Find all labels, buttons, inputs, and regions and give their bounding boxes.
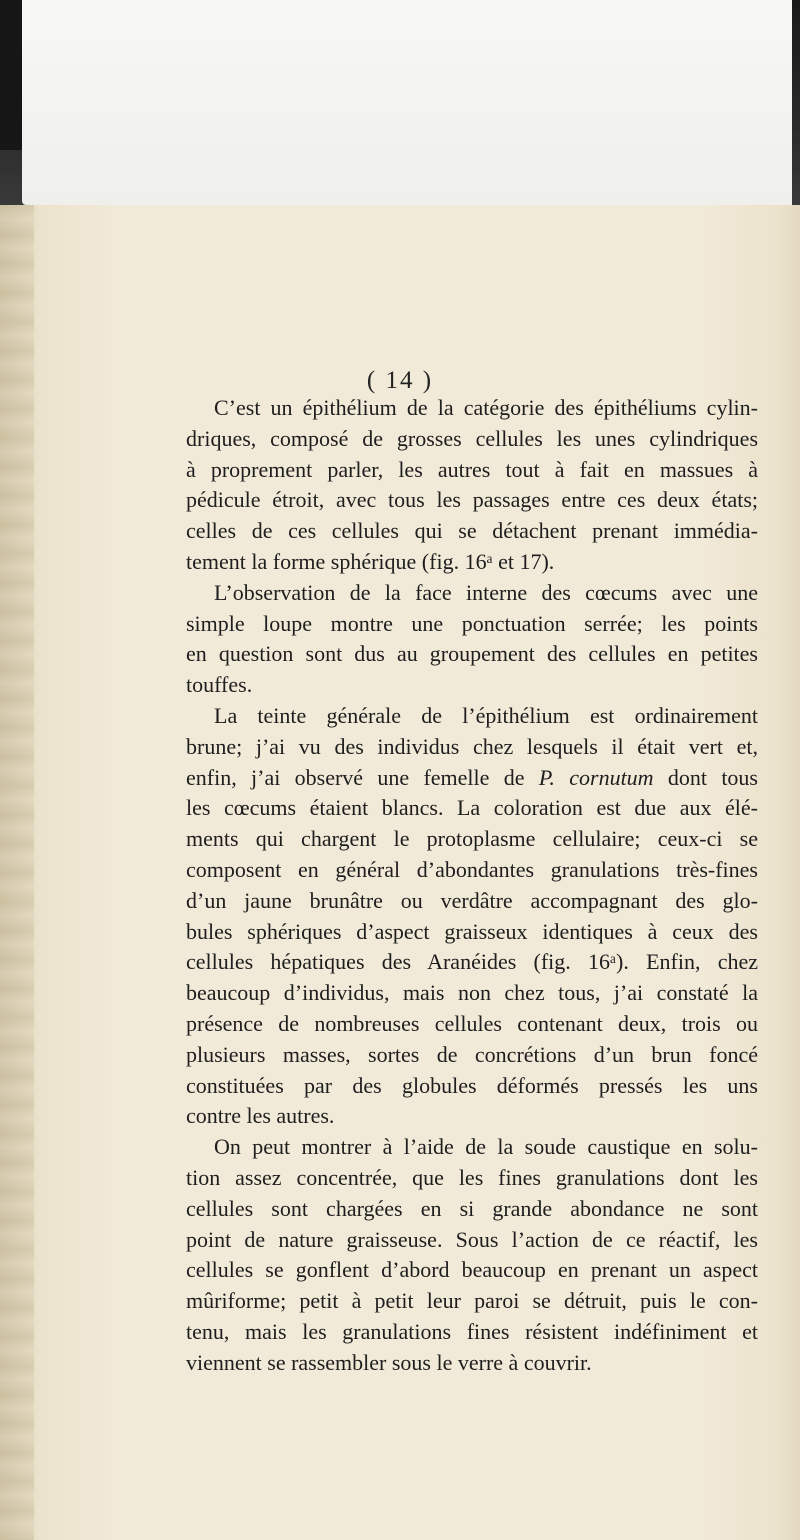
text-line: tenu, mais les granulations fines résistent indéfiniment et [186,1318,758,1344]
text-line: à proprement parler, les autres tout à fait en massues à [186,456,758,482]
text-line: C’est un épithélium de la catégorie des épithéliums cylin- [214,395,758,420]
text-line: ments qui chargent le protoplasme cellulaire; ceux-ci se [186,826,758,852]
text-line: brune; j’ai vu des individus chez lesquels il était vert et, [186,733,758,759]
text-line: viennent se rassembler sous le verre à couvrir. [186,1349,592,1375]
text-line: On peut montrer à l’aide de la soude caustique en solu- [214,1134,758,1160]
text-line: en question sont dus au groupement des cellules en petites [186,641,758,667]
species-name: P. cornutum [538,764,654,790]
text-line: point de nature graisseuse. Sous l’action de ce réactif, les [186,1226,758,1252]
text-line: tion assez concentrée, que les fines granulations dont les [186,1164,758,1190]
text-line: tement la forme sphérique (fig. 16ᵃ et 17). [186,548,555,574]
text-line: les cœcums étaient blancs. La coloration est due aux élé- [186,795,758,821]
text-line: enfin, j’ai observé une femelle de P. cornutum dont tous [186,764,758,790]
page-edge-stain [0,205,34,1540]
text-line: driques, composé de grosses cellules les unes cylindriques [186,425,758,451]
text-line: contre les autres. [186,1103,335,1129]
text-line: L’observation de la face interne des cœcums avec une [214,579,758,605]
text-line: La teinte générale de l’épithélium est ordinairement [214,702,758,728]
text-line: bules sphériques d’aspect graisseux identiques à ceux des [186,918,758,944]
text-line: pédicule étroit, avec tous les passages entre ces deux états; [186,487,758,513]
text-line: présence de nombreuses cellules contenant deux, trois ou [186,1010,758,1036]
text-line: touffes. [186,672,253,698]
text-line: cellules sont chargées en si grande abondance ne sont [186,1195,758,1221]
text-line: celles de ces cellules qui se détachent prenant immédia- [186,518,758,544]
text-line: composent en général d’abondantes granulations très-fines [186,856,758,882]
text-line: constituées par des globules déformés pressés les uns [186,1072,758,1098]
text-line: beaucoup d’individus, mais non chez tous, j’ai constaté la [186,980,758,1006]
paragraph-3 [186,701,758,1132]
text-line: cellules hépatiques des Aranéides (fig. 16ᵃ). Enfin, chez [186,949,758,975]
body-text [186,393,758,1379]
text-line: d’un jaune brunâtre ou verdâtre accompagnant des glo- [186,887,758,913]
text-line: cellules se gonflent d’abord beaucoup en prenant un aspect [186,1257,758,1283]
text-line: plusieurs masses, sortes de concrétions d’un brun foncé [186,1041,758,1067]
text-line: simple loupe montre une ponctuation serrée; les points [186,610,758,636]
paragraph-2 [186,578,758,701]
paragraph-4 [186,1132,758,1378]
overlapping-sheet [22,0,792,205]
paragraph-1 [186,393,758,578]
text-line: mûriforme; petit à petit leur paroi se détruit, puis le con- [186,1288,758,1314]
page-number: ( 14 ) [366,367,434,394]
